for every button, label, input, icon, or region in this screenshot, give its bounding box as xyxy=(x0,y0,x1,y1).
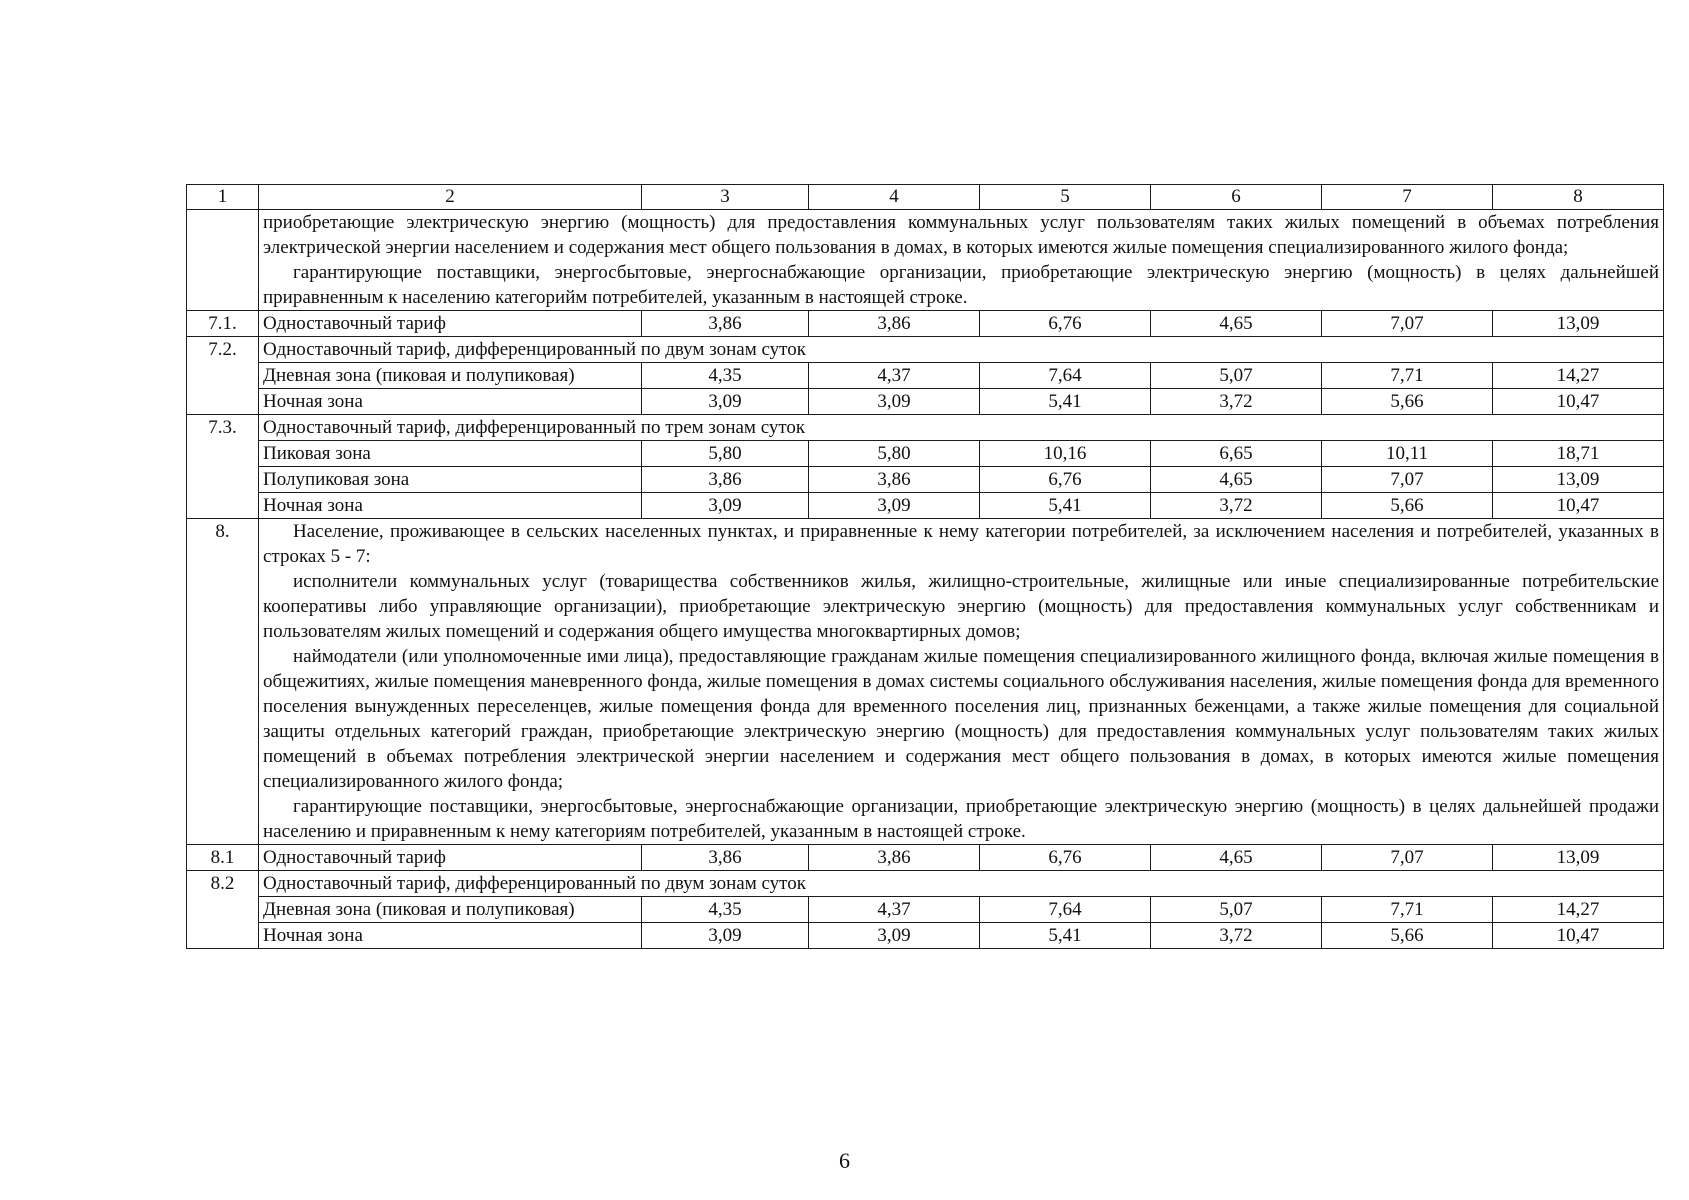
header-cell: 2 xyxy=(259,185,642,210)
row-label: Ночная зона xyxy=(259,923,642,949)
value-cell: 4,65 xyxy=(1151,311,1322,337)
row-label: Одноставочный тариф, дифференцированный по трем зонам суток xyxy=(259,415,1664,441)
table-row xyxy=(187,467,1664,493)
description-paragraph: приобретающие электрическую энергию (мощность) для предоставления коммунальных услуг пользователям таких жилых помещений в объемах потребления электрической энергии населением и содержания мест общего пользования в домах, в которых имеются жилые помещения специализированного жилого фонда; xyxy=(263,212,1659,258)
table-row xyxy=(187,337,1664,363)
header-cell: 4 xyxy=(809,185,980,210)
value-cell: 10,11 xyxy=(1322,441,1493,467)
description-paragraph: Население, проживающее в сельских населенных пунктах, и приравненные к нему категории потребителей, за исключением населения и потребителей, указанных в строках 5 - 7: xyxy=(263,521,1659,567)
value-cell: 7,07 xyxy=(1322,467,1493,493)
value-cell: 3,09 xyxy=(642,389,809,415)
value-cell: 13,09 xyxy=(1493,467,1664,493)
value-cell: 5,07 xyxy=(1151,897,1322,923)
value-cell: 3,09 xyxy=(642,493,809,519)
description-paragraph: гарантирующие поставщики, энергосбытовые, энергоснабжающие организации, приобретающие электрическую энергию (мощность) в целях дальнейшей продажи населению и приравненным к нему категориям потребителей, указанным в настоящей строке. xyxy=(263,796,1659,842)
category-description-cell xyxy=(259,210,1664,311)
row-label: Одноставочный тариф, дифференцированный по двум зонам суток xyxy=(259,871,1664,897)
value-cell: 13,09 xyxy=(1493,845,1664,871)
table-row xyxy=(187,210,1664,311)
value-cell: 10,47 xyxy=(1493,923,1664,949)
row-label: Одноставочный тариф, дифференцированный по двум зонам суток xyxy=(259,337,1664,363)
value-cell: 3,86 xyxy=(642,467,809,493)
value-cell: 3,09 xyxy=(809,389,980,415)
value-cell: 6,76 xyxy=(980,845,1151,871)
value-cell: 14,27 xyxy=(1493,363,1664,389)
table-row xyxy=(187,871,1664,897)
value-cell: 6,76 xyxy=(980,467,1151,493)
value-cell: 5,66 xyxy=(1322,923,1493,949)
row-number-cell: 8. xyxy=(187,519,259,845)
value-cell: 7,71 xyxy=(1322,363,1493,389)
value-cell: 4,37 xyxy=(809,897,980,923)
table-row xyxy=(187,493,1664,519)
value-cell: 4,65 xyxy=(1151,467,1322,493)
header-cell: 8 xyxy=(1493,185,1664,210)
value-cell: 3,09 xyxy=(809,493,980,519)
value-cell: 3,86 xyxy=(809,467,980,493)
description-paragraph: наймодатели (или уполномоченные ими лица), предоставляющие гражданам жилые помещения специализированного жилищного фонда, включая жилые помещения в общежитиях, жилые помещения маневренного фонда, жилые помещения в домах системы социального обслуживания населения, жилые помещения фонда для временного поселения вынужденных переселенцев, жилые помещения фонда для временного поселения лиц, признанных беженцами, а также жилые помещения для социальной защиты отдельных категорий граждан, приобретающие электрическую энергию (мощность) для предоставления коммунальных услуг пользователям таких жилых помещений в объемах потребления электрической энергии населением и содержания мест общего пользования в домах, в которых имеются жилые помещения специализированного жилого фонда; xyxy=(263,646,1659,792)
value-cell: 7,07 xyxy=(1322,311,1493,337)
table-row xyxy=(187,897,1664,923)
header-cell: 5 xyxy=(980,185,1151,210)
description-paragraph: гарантирующие поставщики, энергосбытовые, энергоснабжающие организации, приобретающие электрическую энергию (мощность) в целях дальнейшей приравненным к населению категорийм потребителей, указанным в настоящей строке. xyxy=(263,262,1659,308)
row-label: Полупиковая зона xyxy=(259,467,642,493)
value-cell: 3,09 xyxy=(809,923,980,949)
row-label: Пиковая зона xyxy=(259,441,642,467)
description-paragraph: исполнители коммунальных услуг (товарищества собственников жилья, жилищно-строительные, жилищные или иные специализированные потребительские кооперативы либо управляющие организации), приобретающие электрическую энергию (мощность) для предоставления коммунальных услуг собственникам и пользователям жилых помещений и содержания общего имущества многоквартирных домов; xyxy=(263,571,1659,642)
value-cell: 6,65 xyxy=(1151,441,1322,467)
row-label: Ночная зона xyxy=(259,389,642,415)
row-label: Дневная зона (пиковая и полупиковая) xyxy=(259,897,642,923)
row-number-cell: 8.1 xyxy=(187,845,259,871)
value-cell: 5,41 xyxy=(980,923,1151,949)
value-cell: 3,86 xyxy=(809,845,980,871)
value-cell: 18,71 xyxy=(1493,441,1664,467)
value-cell: 3,86 xyxy=(809,311,980,337)
value-cell: 3,09 xyxy=(642,923,809,949)
value-cell: 3,72 xyxy=(1151,493,1322,519)
table-row xyxy=(187,415,1664,441)
value-cell: 7,64 xyxy=(980,897,1151,923)
value-cell: 5,41 xyxy=(980,389,1151,415)
row-label: Ночная зона xyxy=(259,493,642,519)
table-row xyxy=(187,519,1664,845)
header-cell: 1 xyxy=(187,185,259,210)
tariff-table xyxy=(186,184,1664,949)
row-number-cell: 7.3. xyxy=(187,415,259,519)
table-row xyxy=(187,923,1664,949)
table-row xyxy=(187,389,1664,415)
value-cell: 5,41 xyxy=(980,493,1151,519)
row-label: Одноставочный тариф xyxy=(259,311,642,337)
page-number: 6 xyxy=(839,1148,850,1173)
row-number-cell: 7.2. xyxy=(187,337,259,415)
value-cell: 4,37 xyxy=(809,363,980,389)
value-cell: 13,09 xyxy=(1493,311,1664,337)
table-row xyxy=(187,311,1664,337)
table-row xyxy=(187,363,1664,389)
column-number-header-row xyxy=(187,185,1664,210)
value-cell: 5,07 xyxy=(1151,363,1322,389)
value-cell: 4,65 xyxy=(1151,845,1322,871)
row-number-cell: 8.2 xyxy=(187,871,259,949)
value-cell: 5,66 xyxy=(1322,389,1493,415)
value-cell: 5,80 xyxy=(809,441,980,467)
row-label: Одноставочный тариф xyxy=(259,845,642,871)
header-cell: 7 xyxy=(1322,185,1493,210)
value-cell: 5,80 xyxy=(642,441,809,467)
header-cell: 6 xyxy=(1151,185,1322,210)
value-cell: 4,35 xyxy=(642,363,809,389)
header-cell: 3 xyxy=(642,185,809,210)
value-cell: 10,47 xyxy=(1493,493,1664,519)
value-cell: 6,76 xyxy=(980,311,1151,337)
value-cell: 3,72 xyxy=(1151,923,1322,949)
value-cell: 3,86 xyxy=(642,311,809,337)
value-cell: 10,47 xyxy=(1493,389,1664,415)
value-cell: 7,71 xyxy=(1322,897,1493,923)
value-cell: 3,72 xyxy=(1151,389,1322,415)
category-description-cell xyxy=(259,519,1664,845)
row-number-cell: 7.1. xyxy=(187,311,259,337)
value-cell: 5,66 xyxy=(1322,493,1493,519)
row-label: Дневная зона (пиковая и полупиковая) xyxy=(259,363,642,389)
table-row xyxy=(187,441,1664,467)
value-cell: 7,07 xyxy=(1322,845,1493,871)
row-number-cell xyxy=(187,210,259,311)
value-cell: 14,27 xyxy=(1493,897,1664,923)
table-row xyxy=(187,845,1664,871)
value-cell: 10,16 xyxy=(980,441,1151,467)
value-cell: 7,64 xyxy=(980,363,1151,389)
value-cell: 3,86 xyxy=(642,845,809,871)
value-cell: 4,35 xyxy=(642,897,809,923)
